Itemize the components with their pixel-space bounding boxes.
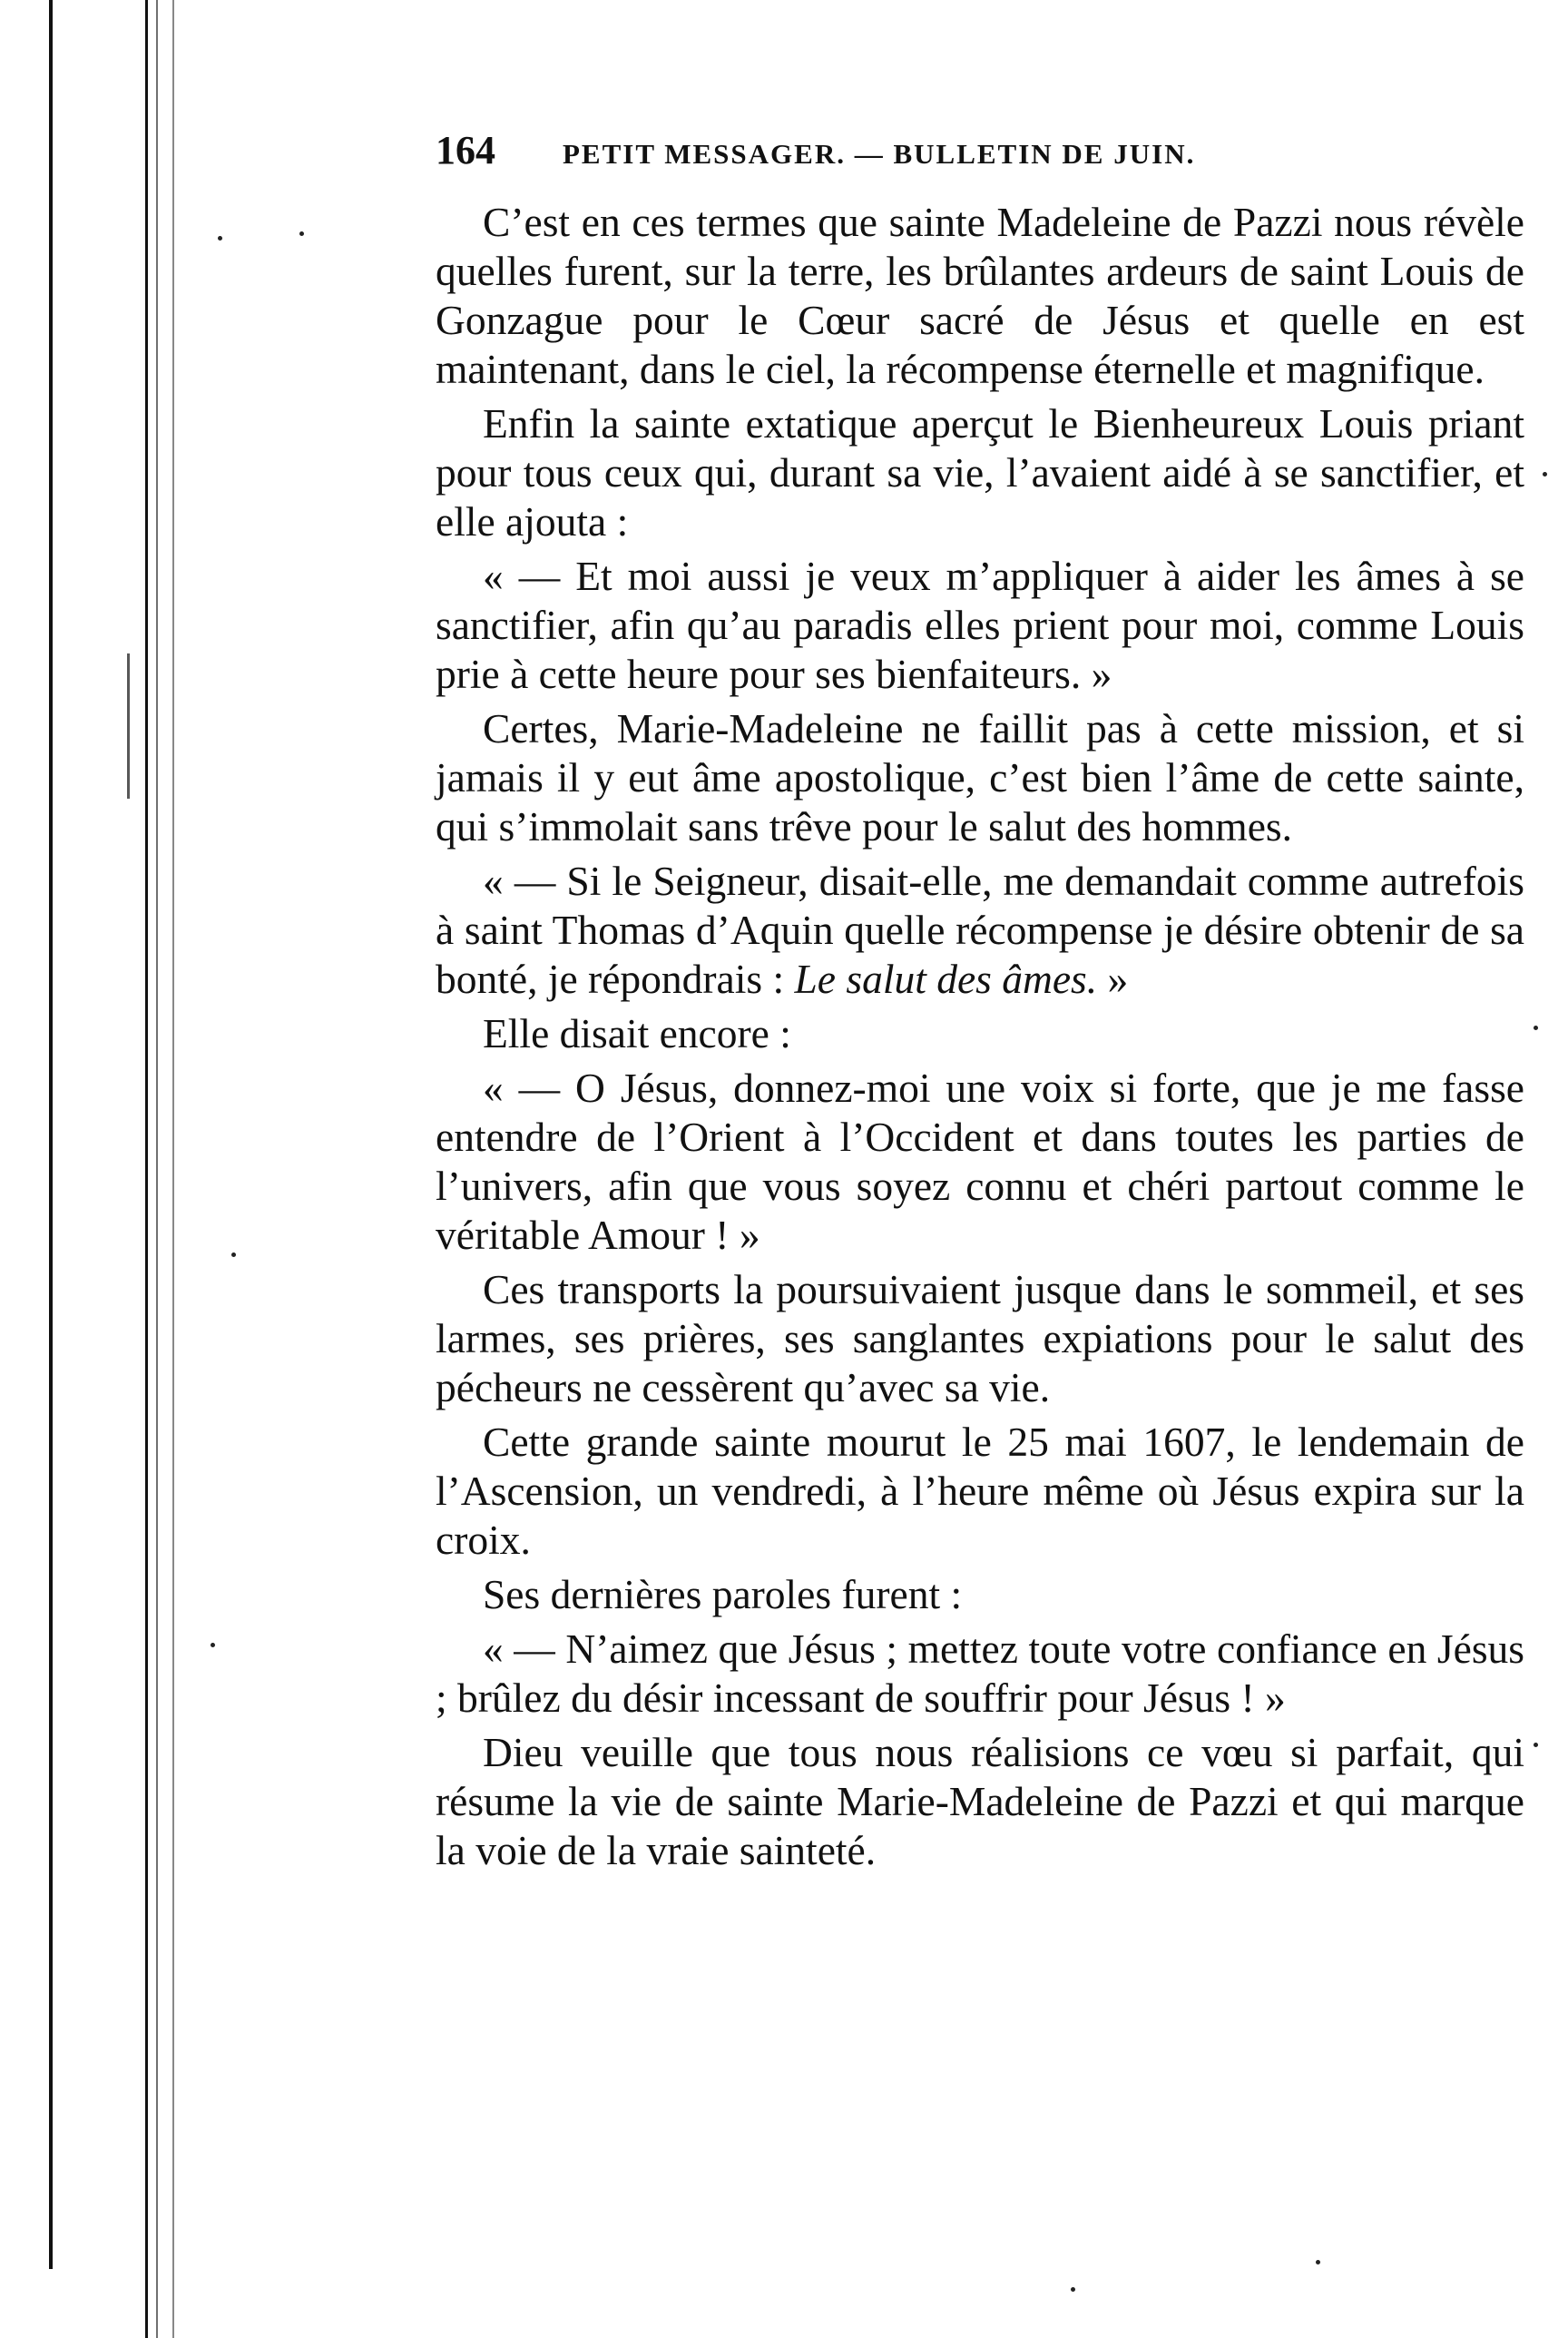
paragraph-text: « — Si le Seigneur, disait-elle, me demandait comme autrefois à saint Thomas d’Aquin quelle récompense je désire obtenir de sa bonté, je répondrais : — [436, 858, 1524, 1002]
book-page — [436, 127, 1524, 1881]
scan-speck — [1534, 1026, 1538, 1030]
scan-speck — [211, 1643, 215, 1647]
page-number: 164 — [436, 128, 495, 172]
scan-gutter — [0, 0, 209, 2338]
scan-speck — [1316, 2260, 1320, 2264]
running-head — [436, 127, 1524, 182]
scan-speck — [231, 1252, 236, 1257]
paragraph: Elle disait encore : — [483, 1010, 791, 1056]
paragraph: C’est en ces termes que sainte Madeleine de Pazzi nous révèle quelles furent, sur la terre, les brûlantes ardeurs de saint Louis de Gonzague pour le Cœur sacré de Jésus et quelle en est maintenant, dans le ciel, la récompense éternelle et magnifique. — [436, 199, 1524, 392]
scan-speck — [218, 236, 222, 241]
scan-speck — [1543, 472, 1547, 476]
binding-edge-line — [127, 653, 130, 799]
paragraph: « — O Jésus, donnez-moi une voix si forte, que je me fasse entendre de l’Orient à l’Occident et dans toutes les parties de l’univers, afin que vous soyez connu et chéri partout comme le véritable Amour ! » — [436, 1065, 1524, 1258]
binding-edge-line — [156, 0, 158, 2338]
paragraph: Ses dernières paroles furent : — [483, 1571, 963, 1617]
binding-edge-line — [172, 0, 174, 2338]
paragraph: Certes, Marie-Madeleine ne faillit pas à cette mission, et si jamais il y eut âme apostolique, c’est bien l’âme de cette sainte, qui s’immolait sans trêve pour le salut des hommes. — [436, 705, 1524, 850]
scan-speck — [1071, 2287, 1075, 2292]
italic-phrase: Le salut des âmes. — [794, 956, 1098, 1002]
binding-edge-line — [49, 0, 53, 2269]
binding-edge-line — [145, 0, 148, 2338]
paragraph: Enfin la sainte extatique aperçut le Bienheureux Louis priant pour tous ceux qui, durant sa vie, l’avaient aidé à se sanctifier, et elle ajouta : — [436, 400, 1524, 545]
paragraph-with-italic — [436, 857, 1524, 1004]
closing-quote: » — [1097, 956, 1129, 1002]
paragraph: « — N’aimez que Jésus ; mettez toute votre confiance en Jésus ; brûlez du désir incessant de souffrir pour Jésus ! » — [436, 1626, 1524, 1721]
paragraph: Dieu veuille que tous nous réalisions ce vœu si parfait, qui résume la vie de sainte Marie-Madeleine de Pazzi et qui marque la voie de la vraie sainteté. — [436, 1729, 1524, 1873]
scan-speck — [1534, 1743, 1538, 1747]
paragraph: Cette grande sainte mourut le 25 mai 1607, le lendemain de l’Ascension, un vendredi, à l’heure même où Jésus expira sur la croix. — [436, 1419, 1524, 1563]
scan-speck — [299, 231, 304, 236]
running-head-title: PETIT MESSAGER. — BULLETIN DE JUIN. — [563, 138, 1196, 170]
paragraph: Ces transports la poursuivaient jusque dans le sommeil, et ses larmes, ses prières, ses sanglantes expiations pour le salut des pécheurs ne cessèrent qu’avec sa vie. — [436, 1266, 1524, 1410]
paragraph: « — Et moi aussi je veux m’appliquer à aider les âmes à se sanctifier, afin qu’au paradis elles prient pour moi, comme Louis prie à cette heure pour ses bienfaiteurs. » — [436, 553, 1524, 697]
